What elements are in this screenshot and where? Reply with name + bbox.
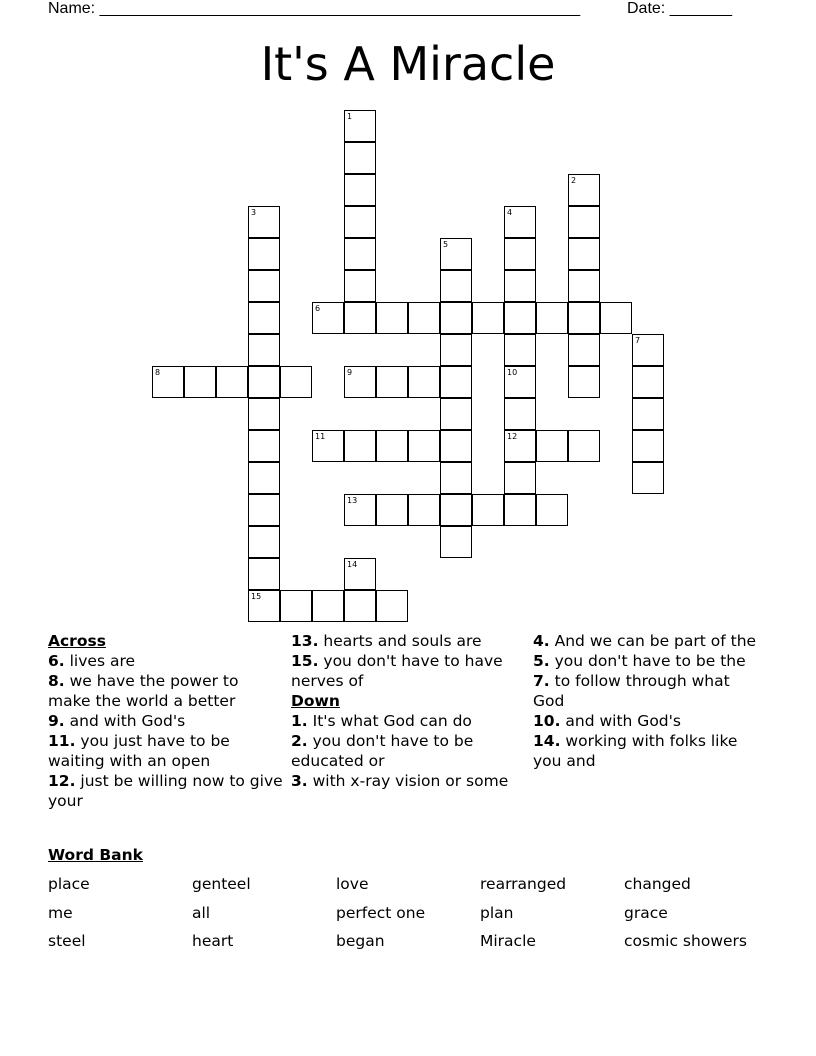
grid-cell[interactable]: [248, 398, 280, 430]
grid-cell[interactable]: [408, 494, 440, 526]
grid-cell[interactable]: [472, 302, 504, 334]
grid-cell[interactable]: [568, 238, 600, 270]
grid-cell[interactable]: [248, 462, 280, 494]
grid-cell[interactable]: [408, 302, 440, 334]
grid-cell[interactable]: [248, 558, 280, 590]
down-clue-10: 10. and with God's: [533, 712, 681, 730]
grid-cell[interactable]: [344, 302, 376, 334]
across-clue-6: 6. lives are: [48, 652, 136, 670]
word-bank-item: love: [336, 875, 369, 893]
grid-cell[interactable]: [632, 462, 664, 494]
grid-cell[interactable]: [344, 590, 376, 622]
grid-cell[interactable]: [248, 334, 280, 366]
clue-number: 9: [347, 368, 353, 377]
word-bank-item: genteel: [192, 875, 251, 893]
grid-cell[interactable]: [248, 302, 280, 334]
grid-cell[interactable]: [504, 430, 536, 462]
clue-number: 7: [635, 336, 641, 345]
word-bank-item: grace: [624, 904, 668, 922]
grid-cell[interactable]: [568, 302, 600, 334]
down-clue-2: 2. you don't have to be educated or: [291, 732, 474, 770]
clue-number: 3: [251, 208, 257, 217]
grid-cell[interactable]: [440, 302, 472, 334]
grid-cell[interactable]: [344, 238, 376, 270]
grid-cell[interactable]: [184, 366, 216, 398]
word-bank-item: changed: [624, 875, 691, 893]
clue-number: 10: [507, 368, 518, 377]
grid-cell[interactable]: [216, 366, 248, 398]
down-clue-5: 5. you don't have to be the: [533, 652, 746, 670]
grid-cell[interactable]: [248, 270, 280, 302]
clue-number: 4: [507, 208, 513, 217]
grid-cell[interactable]: [536, 302, 568, 334]
grid-cell[interactable]: [280, 590, 312, 622]
grid-cell[interactable]: [440, 238, 472, 270]
grid-cell[interactable]: [344, 110, 376, 142]
grid-cell[interactable]: [504, 462, 536, 494]
grid-cell[interactable]: [408, 430, 440, 462]
across-clue-9: 9. and with God's: [48, 712, 186, 730]
grid-cell[interactable]: [344, 270, 376, 302]
word-bank-item: heart: [192, 932, 234, 950]
grid-cell[interactable]: [504, 366, 536, 398]
grid-cell[interactable]: [248, 366, 280, 398]
grid-cell[interactable]: [632, 430, 664, 462]
grid-cell[interactable]: [344, 558, 376, 590]
across-clue-8: 8. we have the power to make the world a better: [48, 672, 239, 710]
word-bank-item: perfect one: [336, 904, 426, 922]
across-clue-11: 11. you just have to be waiting with an open: [48, 732, 230, 770]
grid-cell[interactable]: [376, 494, 408, 526]
grid-cell[interactable]: [440, 494, 472, 526]
down-clue-14: 14. working with folks like you and: [533, 732, 738, 770]
word-bank-item: cosmic showers: [624, 932, 747, 950]
grid-cell[interactable]: [504, 302, 536, 334]
word-bank-item: plan: [480, 904, 514, 922]
grid-cell[interactable]: [440, 430, 472, 462]
down-heading: Down: [291, 692, 340, 710]
grid-cell[interactable]: [312, 302, 344, 334]
grid-cell[interactable]: [248, 430, 280, 462]
across-clue-12: 12. just be willing now to give your: [48, 772, 283, 810]
clue-number: 13: [347, 496, 358, 505]
grid-cell[interactable]: [536, 430, 568, 462]
date-field: Date: _______: [627, 0, 732, 17]
grid-cell[interactable]: [568, 430, 600, 462]
grid-cell[interactable]: [376, 590, 408, 622]
clue-number: 12: [507, 432, 518, 441]
word-bank-item: all: [192, 904, 211, 922]
grid-cell[interactable]: [344, 174, 376, 206]
grid-cell[interactable]: [600, 302, 632, 334]
grid-cell[interactable]: [248, 494, 280, 526]
clues-column-3: [533, 631, 758, 771]
clue-number: 6: [315, 304, 321, 313]
word-bank-item: began: [336, 932, 385, 950]
grid-cell[interactable]: [344, 366, 376, 398]
down-clue-1: 1. It's what God can do: [291, 712, 472, 730]
grid-cell[interactable]: [568, 334, 600, 366]
grid-cell[interactable]: [376, 430, 408, 462]
grid-cell[interactable]: [440, 270, 472, 302]
grid-cell[interactable]: [504, 270, 536, 302]
grid-cell[interactable]: [632, 366, 664, 398]
name-field: Name: ______________________________________________________: [48, 0, 581, 17]
grid-cell[interactable]: [632, 398, 664, 430]
grid-cell[interactable]: [152, 366, 184, 398]
clue-number: 11: [315, 432, 326, 441]
grid-cell[interactable]: [280, 366, 312, 398]
grid-cell[interactable]: [376, 302, 408, 334]
grid-cell[interactable]: [344, 430, 376, 462]
down-clue-4: 4. And we can be part of the: [533, 632, 757, 650]
clues-column-2: [291, 631, 516, 791]
grid-cell[interactable]: [248, 238, 280, 270]
grid-cell[interactable]: [312, 430, 344, 462]
grid-cell[interactable]: [504, 398, 536, 430]
down-clue-7: 7. to follow through what God: [533, 672, 730, 710]
grid-cell[interactable]: [568, 366, 600, 398]
grid-cell[interactable]: [440, 366, 472, 398]
grid-cell[interactable]: [376, 366, 408, 398]
clue-number: 1: [347, 112, 353, 121]
across-clue-15: 15. you don't have to have nerves of: [291, 652, 503, 690]
grid-cell[interactable]: [568, 174, 600, 206]
grid-cell[interactable]: [440, 334, 472, 366]
grid-cell[interactable]: [536, 494, 568, 526]
grid-cell[interactable]: [408, 366, 440, 398]
grid-cell[interactable]: [248, 206, 280, 238]
grid-cell[interactable]: [440, 462, 472, 494]
grid-cell[interactable]: [344, 142, 376, 174]
clue-number: 14: [347, 560, 358, 569]
clue-number: 8: [155, 368, 161, 377]
clues-column-1: [48, 631, 283, 811]
clue-number: 2: [571, 176, 577, 185]
across-clue-13: 13. hearts and souls are: [291, 632, 482, 650]
grid-cell[interactable]: [504, 238, 536, 270]
grid-cell[interactable]: [504, 206, 536, 238]
word-bank-item: Miracle: [480, 932, 536, 950]
clue-number: 5: [443, 240, 449, 249]
grid-cell[interactable]: [248, 526, 280, 558]
clue-number: 15: [251, 592, 262, 601]
grid-cell[interactable]: [504, 494, 536, 526]
grid-cell[interactable]: [248, 590, 280, 622]
grid-cell[interactable]: [312, 590, 344, 622]
grid-cell[interactable]: [504, 334, 536, 366]
word-bank-item: rearranged: [480, 875, 567, 893]
grid-cell[interactable]: [344, 206, 376, 238]
grid-cell[interactable]: [344, 494, 376, 526]
grid-cell[interactable]: [568, 270, 600, 302]
word-bank-heading: Word Bank: [48, 846, 143, 864]
grid-cell[interactable]: [632, 334, 664, 366]
grid-cell[interactable]: [440, 526, 472, 558]
word-bank-item: place: [48, 875, 90, 893]
grid-cell[interactable]: [568, 206, 600, 238]
grid-cell[interactable]: [440, 398, 472, 430]
down-clue-3: 3. with x-ray vision or some: [291, 772, 509, 790]
word-bank-item: steel: [48, 932, 86, 950]
puzzle-title: It's A Miracle: [260, 37, 556, 91]
word-bank-item: me: [48, 904, 73, 922]
grid-cell[interactable]: [472, 494, 504, 526]
across-heading: Across: [48, 632, 106, 650]
